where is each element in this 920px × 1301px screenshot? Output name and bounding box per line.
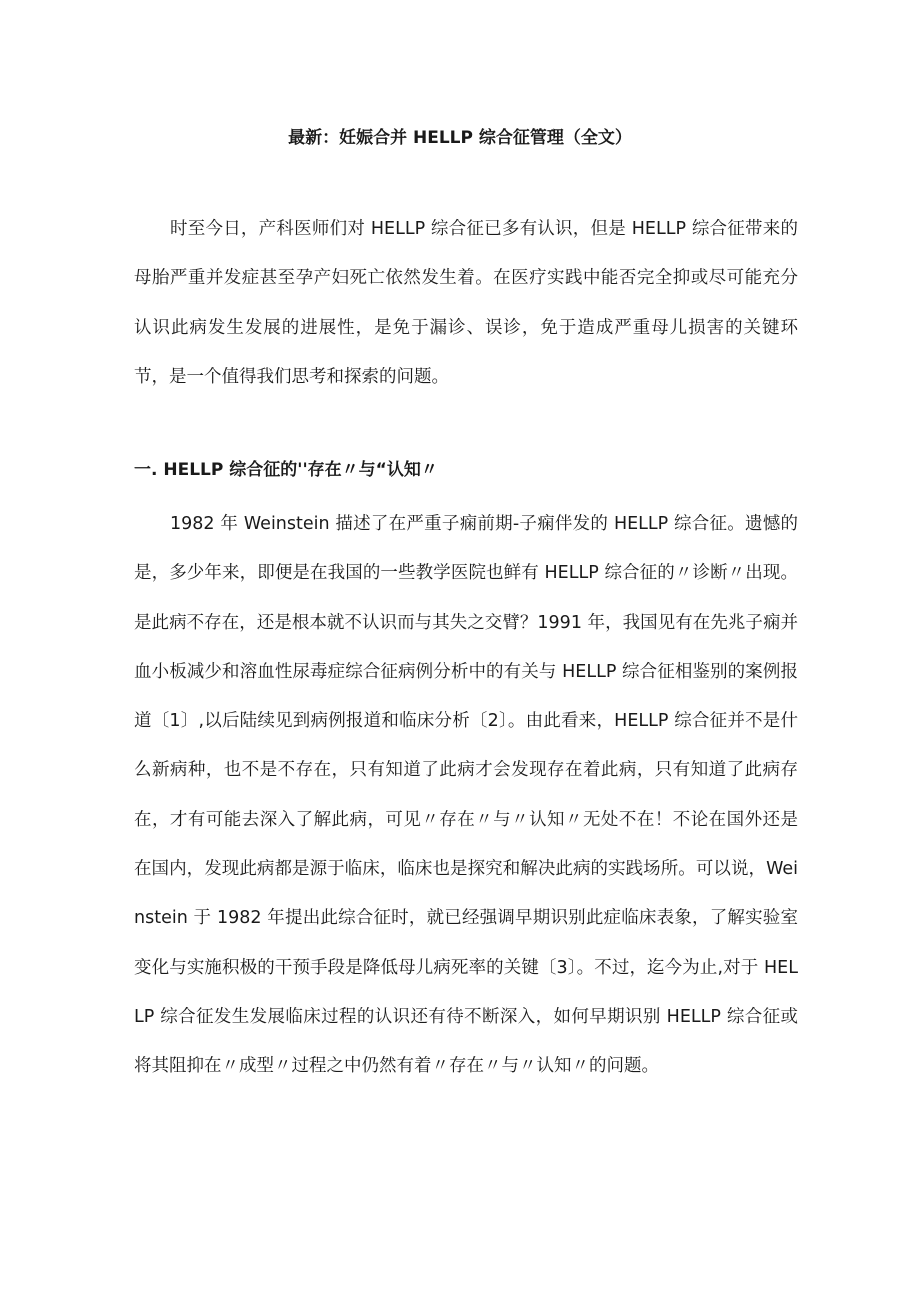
section-paragraph: 1982 年 Weinstein 描述了在严重子痫前期-子痫伴发的 HELLP 综合征。遗憾的是，多少年来，即便是在我国的一些教学医院也鲜有 HELLP 综合征的〃诊断〃出现。是此病不存在，还是根本就不认识而与其失之交臂？1991 年，我国见有在先兆子痫并血小板减少和溶血性尿毒症综合征病例分析中的有关与 HELLP 综合征相鉴别的案例报道〔1〕,以后陆续见到病例报道和临床分析〔2〕。由此看来，HELLP 综合征并不是什么新病种，也不是不存在，只有知道了此病才会发现存在着此病，只有知道了此病存在，才有可能去深入了解此病，可见〃存在〃与〃认知〃无处不在！不论在国外还是在国内，发现此病都是源于临床，临床也是探究和解决此病的实践场所。可以说，Weinstein 于 1982 年提出此综合征时，就已经强调早期识别此症临床表象，了解实验室变化与实施积极的干预手段是降低母儿病死率的关键〔3〕。不过，迄今为止,对于 HELLP 综合征发生发展临床过程的认识还有待不断深入，如何早期识别 HELLP 综合征或将其阻抑在〃成型〃过程之中仍然有着〃存在〃与〃认知〃的问题。 bbox=[134, 514, 798, 1077]
intro-paragraph: 时至今日，产科医师们对 HELLP 综合征已多有认识，但是 HELLP 综合征带来的母胎严重并发症甚至孕产妇死亡依然发生着。在医疗实践中能否完全抑或尽可能充分认识此病发生发展的进展性，是免于漏诊、误诊，免于造成严重母儿损害的关键环节，是一个值得我们思考和探索的问题。 bbox=[134, 219, 798, 387]
section-heading: 一. HELLP 综合征的''存在〃与“认知〃 bbox=[134, 460, 438, 480]
document-title: 最新：妊娠合并 HELLP 综合征管理（全文） bbox=[288, 128, 632, 148]
